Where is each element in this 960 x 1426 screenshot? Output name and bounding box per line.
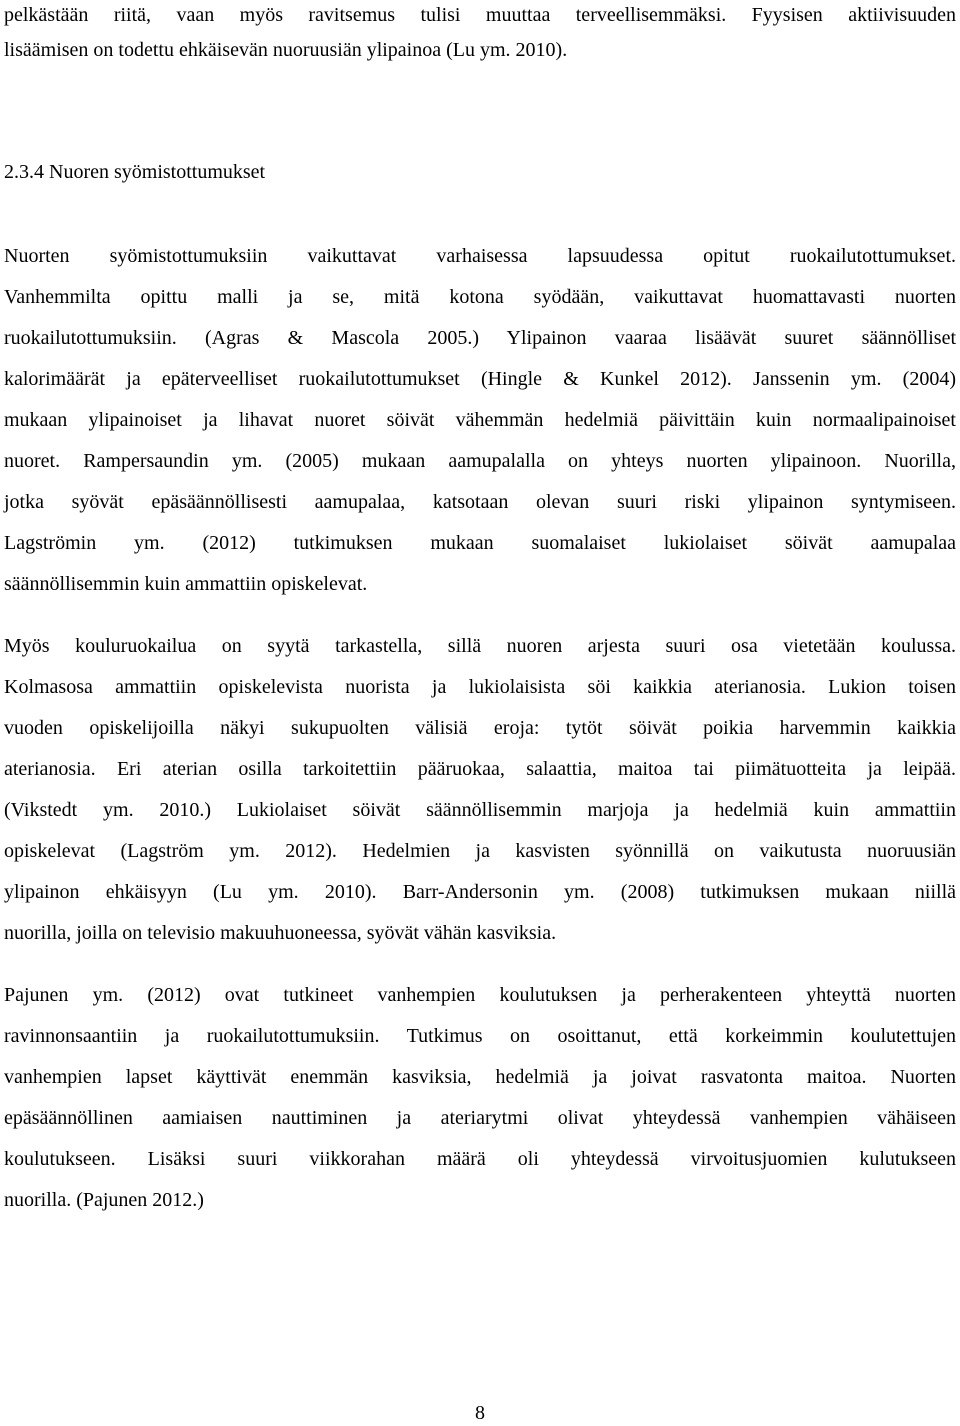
section-heading: 2.3.4 Nuoren syömistottumukset — [4, 161, 266, 183]
text-line: mukaan ylipainoiset ja lihavat nuoret söivät vähemmän hedelmiä päivittäin kuin normaalipainoiset — [4, 409, 956, 431]
text-line: pelkästään riitä, vaan myös ravitsemus tulisi muuttaa terveellisemmäksi. Fyysisen aktiivisuuden — [4, 4, 956, 26]
text-line: Lagströmin ym. (2012) tutkimuksen mukaan suomalaiset lukiolaiset söivät aamupalaa — [4, 532, 956, 554]
text-line: nuorilla. (Pajunen 2012.) — [4, 1189, 204, 1211]
text-line: Nuorten syömistottumuksiin vaikuttavat varhaisessa lapsuudessa opitut ruokailutottumukset. — [4, 245, 956, 267]
text-line: (Vikstedt ym. 2010.) Lukiolaiset söivät säännöllisemmin marjoja ja hedelmiä kuin ammattiin — [4, 799, 956, 821]
text-line: lisäämisen on todettu ehkäisevän nuoruusiän ylipainoa (Lu ym. 2010). — [4, 39, 568, 61]
text-line: kalorimäärät ja epäterveelliset ruokailutottumukset (Hingle & Kunkel 2012). Janssenin ym. (2004) — [4, 368, 956, 390]
page-number: 8 — [475, 1402, 485, 1424]
text-line: nuoret. Rampersaundin ym. (2005) mukaan aamupalalla on yhteys nuorten ylipainoon. Nuorilla, — [4, 450, 956, 472]
text-line: Kolmasosa ammattiin opiskelevista nuorista ja lukiolaisista söi kaikkia aterianosia. Lukion toisen — [4, 676, 956, 698]
text-line: nuorilla, joilla on televisio makuuhuoneessa, syövät vähän kasviksia. — [4, 922, 557, 944]
text-line: vuoden opiskelijoilla näkyi sukupuolten välisiä eroja: tytöt söivät poikia harvemmin kaikkia — [4, 717, 956, 739]
text-line: Vanhemmilta opittu malli ja se, mitä kotona syödään, vaikuttavat huomattavasti nuorten — [4, 286, 956, 308]
text-line: Pajunen ym. (2012) ovat tutkineet vanhempien koulutuksen ja perherakenteen yhteyttä nuorten — [4, 984, 956, 1006]
text-line: koulutukseen. Lisäksi suuri viikkorahan määrä oli yhteydessä virvoitusjuomien kulutukseen — [4, 1148, 956, 1170]
text-line: epäsäännöllinen aamiaisen nauttiminen ja ateriarytmi olivat yhteydessä vanhempien vähäiseen — [4, 1107, 956, 1129]
text-line: jotka syövät epäsäännöllisesti aamupalaa, katsotaan olevan suuri riski ylipainon syntymiseen. — [4, 491, 956, 513]
text-line: aterianosia. Eri aterian osilla tarkoitettiin pääruokaa, salaattia, maitoa tai piimätuotteita ja leipää. — [4, 758, 956, 780]
text-line: ylipainon ehkäisyyn (Lu ym. 2010). Barr-Andersonin ym. (2008) tutkimuksen mukaan niillä — [4, 881, 956, 903]
text-line: ravinnonsaantiin ja ruokailutottumuksiin. Tutkimus on osoittanut, että korkeimmin koulutettujen — [4, 1025, 956, 1047]
text-line: ruokailutottumuksiin. (Agras & Mascola 2005.) Ylipainon vaaraa lisäävät suuret säännölliset — [4, 327, 956, 349]
text-line: Myös kouluruokailua on syytä tarkastella, sillä nuoren arjesta suuri osa vietetään koulussa. — [4, 635, 956, 657]
text-line: opiskelevat (Lagström ym. 2012). Hedelmien ja kasvisten syönnillä on vaikutusta nuoruusiän — [4, 840, 956, 862]
text-line: vanhempien lapset käyttivät enemmän kasviksia, hedelmiä ja joivat rasvatonta maitoa. Nuorten — [4, 1066, 956, 1088]
text-line: säännöllisemmin kuin ammattiin opiskelevat. — [4, 573, 368, 595]
